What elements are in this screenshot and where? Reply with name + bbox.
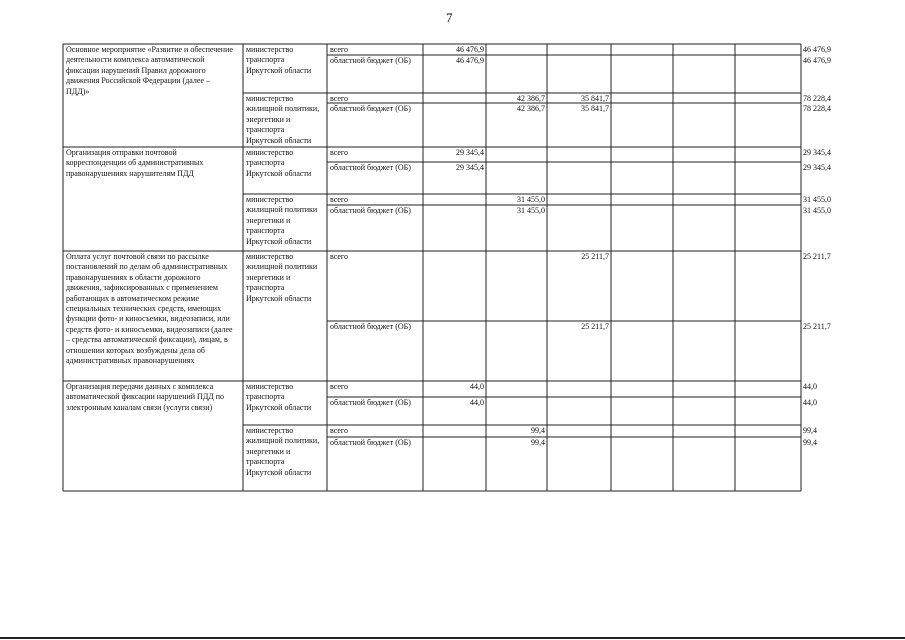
total-amount: 78 228,4 [803, 94, 831, 102]
activity-name: Основное мероприятие «Развитие и обеспечение деятельности комплекса автоматической фиксации нарушений Правил дорожного движения Российской Федерации (далее – ПДД)» [66, 45, 233, 96]
activity-name: Организация отправки почтовой корреспонденции об административных правонарушениях нарушителям ПДД [66, 148, 204, 178]
executor-name: министерство транспорта Иркутской области [246, 382, 312, 412]
total-amount: 46 476,9 [803, 56, 831, 65]
year-amount: 99,4 [531, 426, 545, 435]
total-amount: 99,4 [803, 426, 817, 435]
year-amount: 99,4 [531, 438, 545, 447]
funding-source: всего [330, 94, 349, 102]
total-amount: 31 455,0 [803, 195, 831, 204]
funding-source: областной бюджет (ОБ) [330, 163, 411, 172]
funding-source: областной бюджет (ОБ) [330, 56, 411, 65]
executor-name: министерство жилищной политики, энергетики и транспорта Иркутской области [246, 94, 320, 145]
funding-source: областной бюджет (ОБ) [330, 206, 411, 215]
total-amount: 44,0 [803, 382, 817, 391]
activity-name: Оплата услуг почтовой связи по рассылке постановлений по делам об административных правонарушениях в области дорожного движения, зафиксированных с применением работающих в автоматическом режиме специальных технических средств, имеющих функции фото- и киносъемки, видеозаписи, или средств фото- и киносъемки, видеозаписи (далее – средства автоматической фиксации), лицам, в отношении которых возбуждены дела об административных правонарушениях [66, 252, 233, 366]
year-amount: 25 211,7 [581, 252, 609, 261]
year-amount: 42 386,7 [517, 94, 545, 102]
funding-source: областной бюджет (ОБ) [330, 438, 411, 447]
year-amount: 42 386,7 [517, 104, 545, 113]
scan-edge-line [0, 637, 905, 639]
funding-source: всего [330, 382, 349, 391]
total-amount: 78 228,4 [803, 104, 831, 113]
total-amount: 25 211,7 [803, 322, 831, 331]
funding-source: всего [330, 148, 349, 157]
executor-name: министерство транспорта Иркутской области [246, 45, 312, 75]
total-amount: 29 345,4 [803, 163, 831, 172]
year-amount: 35 841,7 [581, 104, 609, 113]
funding-source: областной бюджет (ОБ) [330, 322, 411, 331]
year-amount: 29 345,4 [456, 163, 484, 172]
funding-source: областной бюджет (ОБ) [330, 398, 411, 407]
funding-source: областной бюджет (ОБ) [330, 104, 411, 113]
executor-name: министерство жилищной политики энергетики и транспорта Иркутской области [246, 252, 318, 303]
year-amount: 46 476,9 [456, 56, 484, 65]
funding-source: всего [330, 45, 349, 54]
total-amount: 44,0 [803, 398, 817, 407]
year-amount: 31 455,0 [517, 195, 545, 204]
year-amount: 44,0 [470, 398, 484, 407]
total-amount: 25 211,7 [803, 252, 831, 261]
year-amount: 25 211,7 [581, 322, 609, 331]
funding-source: всего [330, 195, 349, 204]
executor-name: министерство жилищной политики энергетики и транспорта Иркутской области [246, 195, 318, 246]
funding-source: всего [330, 252, 349, 261]
total-amount: 29 345,4 [803, 148, 831, 157]
funding-source: всего [330, 426, 349, 435]
page-number: 7 [446, 10, 453, 25]
activity-name: Организация передачи данных с комплекса автоматической фиксации нарушений ПДД по электронным каналам связи (услуги связи) [66, 382, 225, 412]
year-amount: 31 455,0 [517, 206, 545, 215]
total-amount: 31 455,0 [803, 206, 831, 215]
executor-name: министерство транспорта Иркутской области [246, 148, 312, 178]
total-amount: 99,4 [803, 438, 817, 447]
executor-name: министерство жилищной политики, энергетики и транспорта Иркутской области [246, 426, 320, 477]
year-amount: 46 476,9 [456, 45, 484, 54]
year-amount: 29 345,4 [456, 148, 484, 157]
year-amount: 44,0 [470, 382, 484, 391]
year-amount: 35 841,7 [581, 94, 609, 102]
total-amount: 46 476,9 [803, 45, 831, 54]
